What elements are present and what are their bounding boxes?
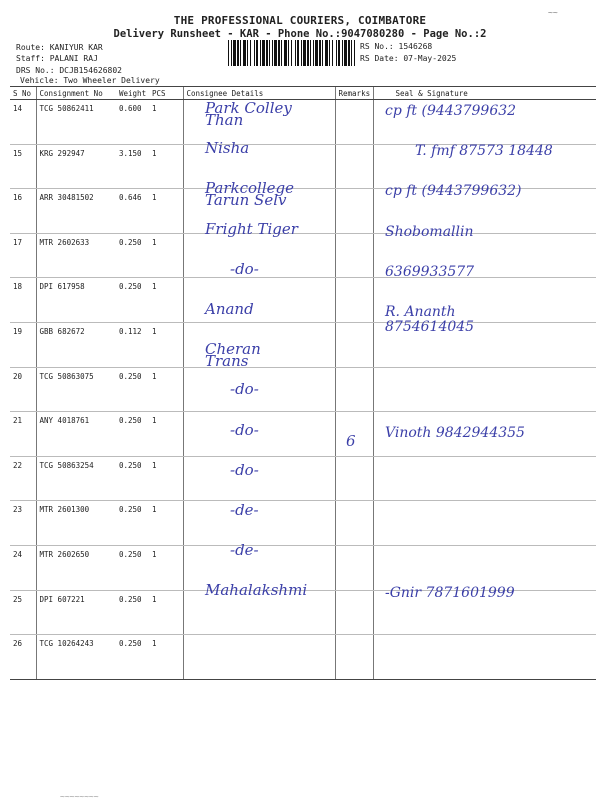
weight-cell: 0.250 (116, 233, 149, 278)
barcode-bar (262, 40, 265, 66)
route-label: Route: KANIYUR KAR (16, 43, 103, 52)
handwritten-consignee: -do- (230, 460, 259, 479)
barcode-bar (256, 40, 258, 66)
handwritten-signature: -Gnir 7871601999 (385, 585, 515, 602)
corner-scribble: ~~ (548, 8, 558, 17)
remarks-cell (335, 278, 373, 323)
weight-cell: 0.250 (116, 590, 149, 635)
handwritten-consignee: Mahalakshmi (205, 581, 308, 600)
handwritten-consignee: Cheran Trans (205, 340, 261, 371)
barcode-bar (240, 40, 241, 66)
handwritten-signature: cp ft (9443799632 (385, 103, 517, 119)
barcode-bar (329, 40, 330, 66)
remarks-cell (335, 501, 373, 546)
pcs-cell: 1 (149, 590, 183, 635)
table-row (10, 501, 596, 546)
col-header-signature: Seal & Signature (373, 87, 596, 100)
consignment-cell: TCG 50862411 (36, 100, 116, 145)
signature-cell (373, 545, 596, 590)
table-row (10, 635, 596, 680)
consignment-cell: KRG 292947 (36, 144, 116, 189)
signature-cell (373, 635, 596, 680)
weight-cell: 0.250 (116, 367, 149, 412)
consignment-cell: MTR 2601300 (36, 501, 116, 546)
barcode-bar (336, 40, 337, 66)
signature-cell (373, 456, 596, 501)
barcode-bar (354, 40, 355, 66)
barcode-bar (243, 40, 246, 66)
page-title: THE PROFESSIONAL COURIERS, COIMBATORE (173, 14, 427, 27)
weight-cell: 0.250 (116, 456, 149, 501)
col-header-pcs: PCS (149, 87, 183, 100)
barcode-bar (344, 40, 347, 66)
barcode-bar (278, 40, 280, 66)
consignment-cell: TCG 10264243 (36, 635, 116, 680)
pcs-cell: 1 (149, 412, 183, 457)
barcode-bar (254, 40, 255, 66)
table-row (10, 322, 596, 367)
weight-cell: 0.112 (116, 322, 149, 367)
table-row (10, 456, 596, 501)
remarks-cell (335, 144, 373, 189)
barcode-bar (281, 40, 282, 66)
sno-cell: 15 (10, 144, 36, 189)
handwritten-consignee: Nisha (205, 139, 250, 158)
remarks-cell (335, 189, 373, 234)
barcode-bar (348, 40, 350, 66)
pcs-cell: 1 (149, 635, 183, 680)
consignee-cell (183, 233, 335, 278)
remarks-cell (335, 100, 373, 145)
barcode-bar (247, 40, 248, 66)
barcode-bar (342, 40, 343, 66)
handwritten-consignee: Parkcollege Tarun Selv (205, 179, 295, 210)
barcode-bar (272, 40, 273, 66)
handwritten-consignee: -do- (230, 420, 259, 439)
handwritten-consignee: -de- (230, 501, 259, 519)
drs-number: DRS No.: DCJB154626802 (16, 66, 122, 75)
barcode-bar (301, 40, 302, 66)
sno-cell: 20 (10, 367, 36, 412)
handwritten-consignee: -de- (230, 541, 259, 560)
barcode-bar (266, 40, 268, 66)
barcode-bar (250, 40, 251, 66)
footer-scribble: ~~~~~~~~ (60, 792, 99, 801)
remarks-cell (335, 367, 373, 412)
handwritten-consignee: -do- (230, 259, 259, 278)
barcode-bar (313, 40, 314, 66)
handwritten-consignee: Fright Tiger (205, 219, 298, 238)
remarks-cell (335, 456, 373, 501)
barcode-bar (288, 40, 289, 66)
weight-cell: 3.150 (116, 144, 149, 189)
consignment-cell: DPI 617958 (36, 278, 116, 323)
pcs-cell: 1 (149, 501, 183, 546)
pcs-cell: 1 (149, 456, 183, 501)
sno-cell: 24 (10, 545, 36, 590)
sno-cell: 19 (10, 322, 36, 367)
barcode-bar (303, 40, 306, 66)
handwritten-signature: 6369933577 (385, 263, 475, 280)
barcode-bar (231, 40, 232, 66)
rs-date: RS Date: 07-May-2025 (360, 54, 457, 63)
weight-cell: 0.250 (116, 278, 149, 323)
barcode-bar (260, 40, 261, 66)
consignment-cell: ARR 30481502 (36, 189, 116, 234)
staff-label: Staff: PALANI RAJ (16, 54, 98, 63)
pcs-cell: 1 (149, 144, 183, 189)
table-row (10, 278, 596, 323)
consignment-cell: TCG 50863254 (36, 456, 116, 501)
col-header-remarks: Remarks (335, 87, 373, 100)
handwritten-consignee: Anand (205, 300, 254, 318)
vehicle-label: Vehicle: Two Wheeler Delivery (20, 76, 160, 85)
handwritten-consignee: Park Colley Than (205, 99, 292, 129)
remarks-cell (335, 233, 373, 278)
handwritten-signature: cp ft (9443799632) (385, 183, 522, 200)
barcode-bar (228, 40, 229, 66)
weight-cell: 0.600 (116, 100, 149, 145)
consignee-cell (183, 412, 335, 457)
barcode-bar (274, 40, 277, 66)
barcode-bar (319, 40, 321, 66)
consignee-cell (183, 501, 335, 546)
sno-cell: 17 (10, 233, 36, 278)
sno-cell: 26 (10, 635, 36, 680)
consignment-cell: ANY 4018761 (36, 412, 116, 457)
handwritten-remark: 6 (346, 431, 356, 450)
weight-cell: 0.646 (116, 189, 149, 234)
consignment-cell: MTR 2602633 (36, 233, 116, 278)
barcode-bar (310, 40, 311, 66)
handwritten-signature: R. Ananth 8754614045 (385, 304, 475, 335)
table-row (10, 233, 596, 278)
barcode-bar (332, 40, 333, 66)
barcode-bar (237, 40, 239, 66)
sno-cell: 16 (10, 189, 36, 234)
handwritten-consignee: -do- (230, 380, 259, 399)
sno-cell: 22 (10, 456, 36, 501)
col-header-weight: Weight (116, 87, 149, 100)
consignee-cell (183, 635, 335, 680)
weight-cell: 0.250 (116, 635, 149, 680)
sno-cell: 14 (10, 100, 36, 145)
remarks-cell (335, 545, 373, 590)
consignment-cell: DPI 607221 (36, 590, 116, 635)
runsheet-subtitle: Delivery Runsheet - KAR - Phone No.:9047080280 - Page No.:2 (113, 28, 487, 40)
pcs-cell: 1 (149, 545, 183, 590)
weight-cell: 0.250 (116, 412, 149, 457)
weight-cell: 0.250 (116, 545, 149, 590)
barcode-bar (233, 40, 236, 66)
pcs-cell: 1 (149, 189, 183, 234)
barcode-bar (297, 40, 299, 66)
pcs-cell: 1 (149, 278, 183, 323)
barcode-bar (322, 40, 323, 66)
barcode-bar (307, 40, 309, 66)
weight-cell: 0.250 (116, 501, 149, 546)
signature-cell (373, 501, 596, 546)
barcode-bar (338, 40, 340, 66)
pcs-cell: 1 (149, 100, 183, 145)
col-header-consignment: Consignment No (36, 87, 116, 100)
remarks-cell (335, 635, 373, 680)
pcs-cell: 1 (149, 367, 183, 412)
barcode-bar (315, 40, 318, 66)
handwritten-signature: Shobomallin (385, 223, 474, 240)
col-header-sno: S No (10, 87, 36, 100)
rs-number: RS No.: 1546268 (360, 42, 433, 51)
barcode-bar (269, 40, 270, 66)
handwritten-signature: Vinoth 9842944355 (385, 424, 525, 441)
barcode-bar (295, 40, 296, 66)
consignee-cell (183, 456, 335, 501)
col-header-consignee: Consignee Details (183, 87, 335, 100)
barcode-bar (351, 40, 352, 66)
barcode-bar (291, 40, 292, 66)
consignment-cell: MTR 2602650 (36, 545, 116, 590)
pcs-cell: 1 (149, 233, 183, 278)
consignment-cell: TCG 50863075 (36, 367, 116, 412)
remarks-cell (335, 590, 373, 635)
barcode-bar (325, 40, 328, 66)
sno-cell: 25 (10, 590, 36, 635)
consignee-cell (183, 367, 335, 412)
barcode (228, 40, 356, 66)
sno-cell: 23 (10, 501, 36, 546)
sno-cell: 21 (10, 412, 36, 457)
consignment-cell: GBB 682672 (36, 322, 116, 367)
pcs-cell: 1 (149, 322, 183, 367)
sno-cell: 18 (10, 278, 36, 323)
signature-cell (373, 367, 596, 412)
table-header-row (10, 87, 596, 100)
barcode-bar (284, 40, 287, 66)
table-row (10, 367, 596, 412)
handwritten-signature: T. fmf 87573 18448 (415, 143, 553, 160)
remarks-cell (335, 322, 373, 367)
